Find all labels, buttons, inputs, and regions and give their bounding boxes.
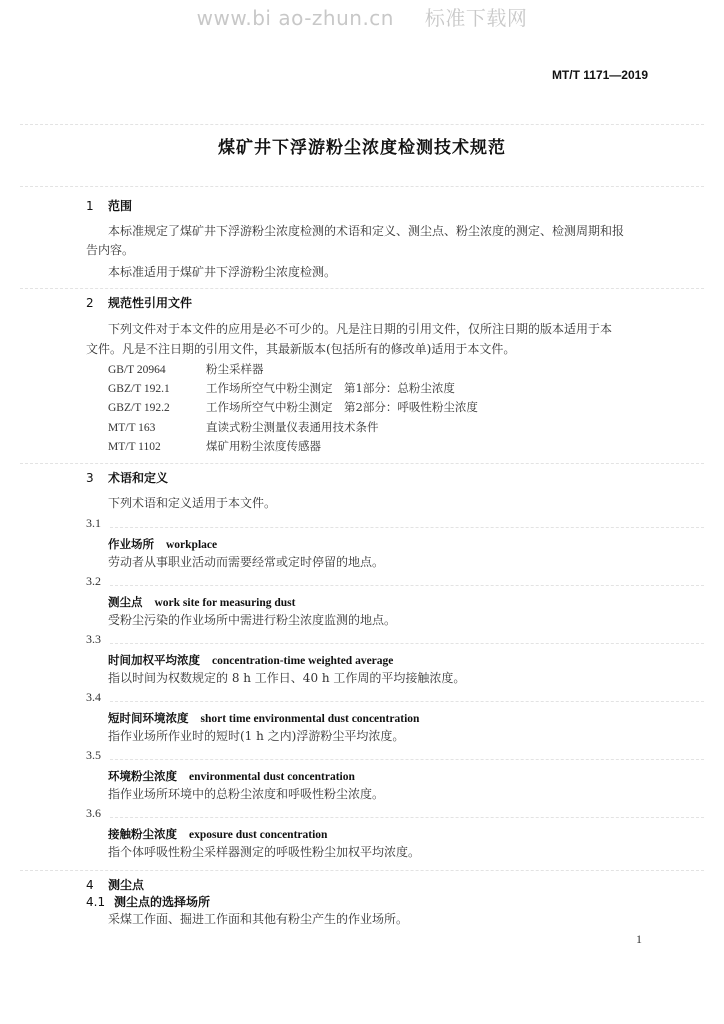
term-en: environmental dust concentration [189,771,355,783]
term-zh: 作业场所 [108,537,154,551]
paragraph: 告内容。 [86,243,135,257]
term-zh: 环境粉尘浓度 [108,769,177,783]
term-definition: 受粉尘污染的作业场所中需进行粉尘浓度监测的地点。 [108,613,397,627]
term-en: work site for measuring dust [154,597,296,609]
term-definition: 指个体呼吸性粉尘采样器测定的呼吸性粉尘加权平均浓度。 [108,845,421,859]
term-en: short time environmental dust concentration [200,713,420,725]
term-zh: 时间加权平均浓度 [108,653,200,667]
section-3-heading [86,469,168,486]
section-2-heading [86,294,192,311]
divider [110,759,704,760]
document-title: 煤矿井下浮游粉尘浓度检测技术规范 [218,138,506,158]
divider [20,463,704,464]
watermark [0,2,724,31]
section-title: 范围 [108,199,133,213]
term-number: 3.3 [86,632,101,646]
section-title: 规范性引用文件 [108,296,193,310]
paragraph: 下列文件对于本文件的应用是必不可少的。凡是注日期的引用文件，仅所注日期的版本适用于本 [108,322,613,336]
standard-number: MT/T 1171—2019 [551,68,648,82]
term-en: exposure dust concentration [189,829,328,841]
divider [20,186,704,187]
paragraph: 下列术语和定义适用于本文件。 [108,496,277,510]
term-heading [108,536,217,552]
term-definition: 指作业场所作业时的短时(1 h 之内)浮游粉尘平均浓度。 [108,729,405,743]
term-definition: 指以时间为权数规定的 8 h 工作日、40 h 工作周的平均接触浓度。 [108,671,466,685]
term-heading [108,594,295,610]
reference-code: GBZ/T 192.2 [108,402,170,414]
section-title: 术语和定义 [108,471,169,485]
term-heading [108,710,419,726]
watermark-site: 标准下载网 [424,6,528,30]
watermark-url: www.bi ao-zhun.cn [196,6,394,30]
section-number: 3 [86,471,94,485]
paragraph: 文件。凡是不注日期的引用文件，其最新版本(包括所有的修改单)适用于本文件。 [86,342,516,356]
term-heading [108,652,393,668]
term-zh: 接触粉尘浓度 [108,827,177,841]
term-number: 3.4 [86,690,101,704]
divider [20,288,704,289]
term-zh: 短时间环境浓度 [108,711,189,725]
divider [110,643,704,644]
reference-code: MT/T 1102 [108,441,161,453]
divider [20,124,704,125]
reference-code: GB/T 20964 [108,364,166,376]
reference-item [108,380,455,396]
divider [110,527,704,528]
divider [110,701,704,702]
term-number: 3.2 [86,574,101,588]
paragraph: 本标准规定了煤矿井下浮游粉尘浓度检测的术语和定义、测尘点、粉尘浓度的测定、检测周期和报 [108,224,625,238]
reference-title: 工作场所空气中粉尘测定 第1部分：总粉尘浓度 [206,381,455,395]
divider [110,817,704,818]
reference-code: GBZ/T 192.1 [108,383,170,395]
section-number: 2 [86,296,94,310]
reference-item [108,399,478,415]
subsection-number: 4.1 [86,895,106,909]
reference-title: 直读式粉尘测量仪表通用技术条件 [206,420,379,434]
term-heading [108,826,327,842]
section-number: 4 [86,878,94,892]
section-1-heading [86,197,132,214]
divider [110,585,704,586]
reference-item [108,438,321,454]
term-definition: 劳动者从事职业活动而需要经常或定时停留的地点。 [108,555,385,569]
section-title: 测尘点 [108,878,145,892]
section-number: 1 [86,199,94,213]
paragraph: 采煤工作面、掘进工作面和其他有粉尘产生的作业场所。 [108,912,409,926]
reference-item [108,419,379,435]
divider [20,870,704,871]
term-number: 3.6 [86,806,101,820]
term-en: workplace [166,539,218,551]
paragraph: 本标准适用于煤矿井下浮游粉尘浓度检测。 [108,265,337,279]
term-definition: 指作业场所环境中的总粉尘浓度和呼吸性粉尘浓度。 [108,787,385,801]
term-en: concentration-time weighted average [212,655,394,667]
reference-item [108,361,264,377]
reference-title: 粉尘采样器 [206,362,264,376]
subsection-title: 测尘点的选择场所 [114,895,211,909]
term-heading [108,768,355,784]
section-4-heading [86,876,144,893]
reference-title: 煤矿用粉尘浓度传感器 [206,439,321,453]
reference-title: 工作场所空气中粉尘测定 第2部分：呼吸性粉尘浓度 [206,400,478,414]
term-zh: 测尘点 [108,595,143,609]
reference-code: MT/T 163 [108,422,156,434]
term-number: 3.1 [86,516,101,530]
subsection-4-1-heading [86,893,210,910]
page-number: 1 [636,932,642,946]
term-number: 3.5 [86,748,101,762]
